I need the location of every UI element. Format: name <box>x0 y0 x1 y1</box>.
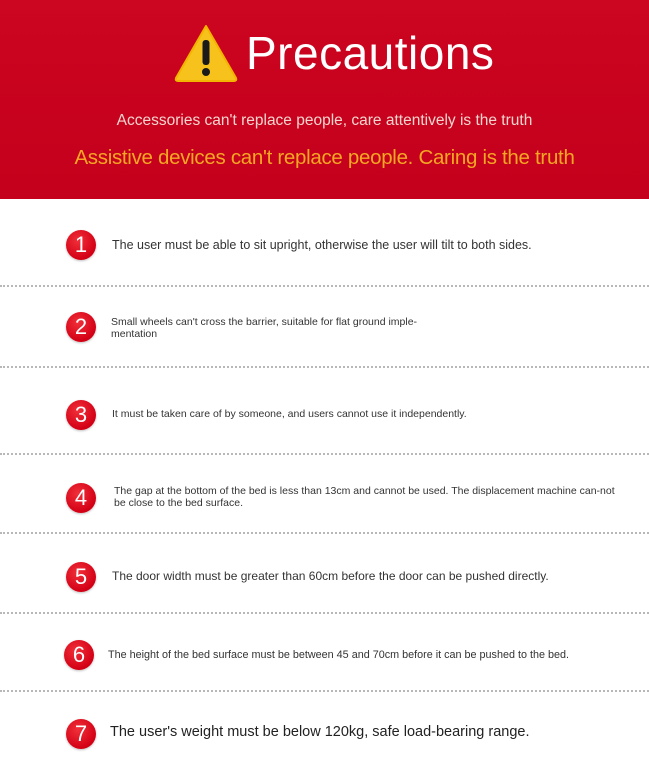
precaution-text: Small wheels can't cross the barrier, suitable for flat ground imple-mentation <box>111 316 418 340</box>
page-title: Precautions <box>246 27 495 79</box>
dotted-divider <box>0 366 649 368</box>
precaution-text: It must be taken care of by someone, and users cannot use it independently. <box>112 408 467 420</box>
number-badge: 7 <box>66 719 96 749</box>
number-badge: 2 <box>66 312 96 342</box>
subtitle-primary: Accessories can't replace people, care attentively is the truth <box>116 112 533 129</box>
precaution-text: The gap at the bottom of the bed is less than 13cm and cannot be used. The displacement machine can-not be close to the bed surface. <box>114 485 615 509</box>
warning-triangle-icon <box>172 22 240 84</box>
number-badge: 4 <box>66 483 96 513</box>
dotted-divider <box>0 532 649 534</box>
number-badge: 6 <box>64 640 94 670</box>
dotted-divider <box>0 612 649 614</box>
precautions-banner <box>0 0 649 199</box>
dotted-divider <box>0 690 649 692</box>
number-badge: 3 <box>66 400 96 430</box>
precaution-text: The user must be able to sit upright, otherwise the user will tilt to both sides. <box>112 238 532 252</box>
dotted-divider <box>0 453 649 455</box>
number-badge: 1 <box>66 230 96 260</box>
precaution-text: The user's weight must be below 120kg, safe load-bearing range. <box>110 724 530 740</box>
dotted-divider <box>0 285 649 287</box>
title-row <box>172 18 494 88</box>
subtitle-secondary: Assistive devices can't replace people. Caring is the truth <box>74 146 575 169</box>
precaution-text: The height of the bed surface must be between 45 and 70cm before it can be pushed to the bed. <box>108 649 569 661</box>
precaution-text: The door width must be greater than 60cm before the door can be pushed directly. <box>112 569 549 583</box>
number-badge: 5 <box>66 562 96 592</box>
